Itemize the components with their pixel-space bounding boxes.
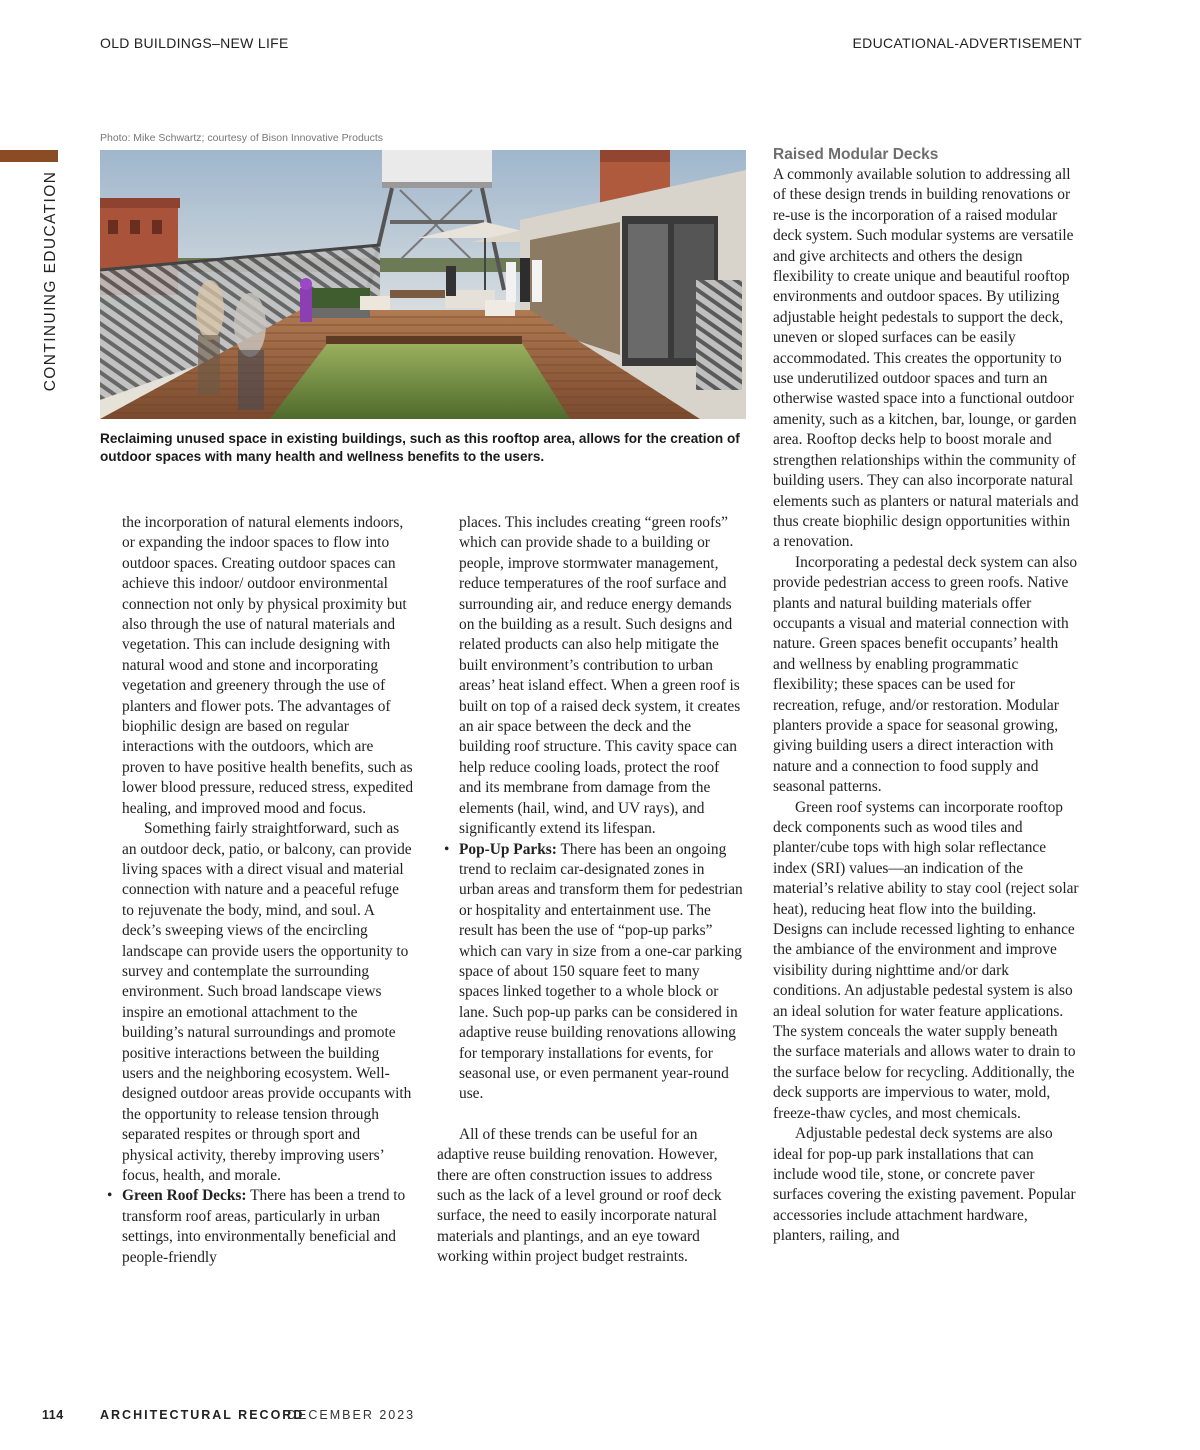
running-header-left: OLD BUILDINGS–NEW LIFE [100,35,289,51]
page-number: 114 [42,1408,64,1422]
column3-paragraph-3: Green roof systems can incorporate rooftop deck components such as wood tiles and planter/cube tops with high solar reflectance index (SRI) values—an indication of the material’s relative ability to stay cool (reject solar heat), reducing heat flow into the building. Designs can include recessed lighting to enhance the ambiance of the environment and improve visibility during nighttime and/or dark conditions. An adjustable pedestal system is also an ideal solution for water feature applications. The system conceals the water supply beneath the surface materials and allows water to drain to the surface below for recycling. Additionally, the deck supports are impervious to water, mold, freeze-thaw cycles, and most chemicals. [773,798,1079,1122]
column3-paragraph-1: A commonly available solution to addressing all of these design trends in building renovations or re-use is the incorporation of a raised modular deck system. Such modular systems are versatile and give architects and others the design flexibility to create unique and beautiful rooftop environments and outdoor spaces. By utilizing adjustable height pedestals to support the deck, uneven or sloped surfaces can be easily accommodated. This creates the opportunity to use underutilized outdoor spaces and turn an otherwise wasted space into a functional outdoor amenity, such as a kitchen, bar, lounge, or garden area. Rooftop decks help to boost morale and strengthen relationships within the community of building users. They can also incorporate natural elements such as planters or natural materials and thus create biophilic design opportunities within a renovation. [773,166,1079,551]
bullet-pop-up-parks [437,840,743,1105]
bullet-text: There has been a trend to transform roof areas, particularly in urban settings, into environmentally beneficial and people-friendly [122,1187,406,1266]
running-header-right: EDUCATIONAL-ADVERTISEMENT [852,35,1082,51]
section-heading: Raised Modular Decks [773,146,939,163]
section-label: CONTINUING EDUCATION [42,170,59,392]
column1-paragraph-1: the incorporation of natural elements indoors, or expanding the indoor spaces to flow into outdoor spaces. Creating outdoor spaces can achieve this indoor/ outdoor environmental connection not only by physical proximity but also through the use of natural materials and vegetation. This can include designing with natural wood and stone and incorporating vegetation and greenery through the use of planters and flower pots. The advantages of biophilic design are based on regular interactions with the outdoors, which are proven to have positive health benefits, such as lower blood pressure, reduced stress, expedited healing, and improved mood and focus. [122,514,414,817]
bullet-text: There has been an ongoing trend to reclaim car-designated zones in urban areas and transform them for pedestrian or hospitality and entertainment use. The result has been the use of “pop-up parks” which can vary in size from a one-car parking space of about 150 square feet to many spaces linked together to a whole block or lane. Such pop-up parks can be considered in adaptive reuse building renovations allowing for temporary installations for events, for seasonal use, or even permanent year-round use. [459,840,743,1103]
bullet-dot-icon: • [107,1187,113,1205]
bullet-title: Pop-Up Parks: [459,840,557,858]
bullet-dot-icon: • [444,840,450,858]
photo-caption: Reclaiming unused space in existing buildings, such as this rooftop area, allows for the creation of outdoor spaces with many health and wellness benefits to the users. [100,431,740,464]
column2-paragraph-2: All of these trends can be useful for an adaptive reuse building renovation. However, there are often construction issues to address such as the lack of a level ground or roof deck surface, the need to easily incorporate natural materials and plantings, and an eye toward working within project budget restraints. [437,1125,722,1266]
column1-paragraph-2: Something fairly straightforward, such as an outdoor deck, patio, or balcony, can provide living spaces with a direct visual and material connection with nature and a peaceful refuge to rejuvenate the body, mind, and soul. A deck’s sweeping views of the encircling landscape can provide users the opportunity to survey and contemplate the surrounding environment. Such broad landscape views inspire an emotional attachment to the building’s natural surroundings and promote positive interactions between the building users and the neighboring ecosystem. Well-designed outdoor areas provide occupants with the opportunity to release tension through separated respites or through sport and physical activity, thereby improving users’ focus, health, and morale. [122,820,412,1184]
article-column-2 [437,513,743,1268]
column3-paragraph-2: Incorporating a pedestal deck system can also provide pedestrian access to green roofs. Native plants and natural building materials offer occupants a visual and material connection with nature. Green spaces benefit occupants’ health and wellness by enabling programmatic flexibility; these spaces can be used for recreation, refuge, and/or restoration. Modular planters provide a space for seasonal growing, giving building users a direct interaction with nature and a connection to food supply and seasonal patterns. [773,553,1078,796]
bullet-green-roof-decks [107,1186,414,1268]
issue-date: DECEMBER 2023 [287,1408,416,1422]
article-column-3 [773,144,1079,1247]
column3-paragraph-4: Adjustable pedestal deck systems are also ideal for pop-up park installations that can include wood tile, stone, or concrete paver surfaces covering the existing pavement. Popular accessories include attachment hardware, planters, railing, and [773,1125,1076,1245]
column2-paragraph-1: places. This includes creating “green roofs” which can provide shade to a building or people, improve stormwater management, reduce temperatures of the roof surface and surrounding air, and reduce energy demands on the building as a result. Such designs and related products can also help mitigate the built environment’s contribution to urban areas’ heat island effect. When a green roof is built on top of a raised deck system, it creates an air space between the deck and the building roof structure. This cavity space can help reduce cooling loads, protect the roof and its membrane from damage from the elements (hail, wind, and UV rays), and significantly extend its lifespan. [459,514,741,838]
photo-credit: Photo: Mike Schwartz; courtesy of Bison Innovative Products [100,132,384,144]
bullet-title: Green Roof Decks: [122,1187,247,1205]
section-accent-bar [0,150,58,162]
article-column-1 [107,513,414,1268]
page-footer [42,1408,416,1422]
rooftop-deck-photo [100,150,746,419]
magazine-name: ARCHITECTURAL RECORD [100,1408,305,1422]
